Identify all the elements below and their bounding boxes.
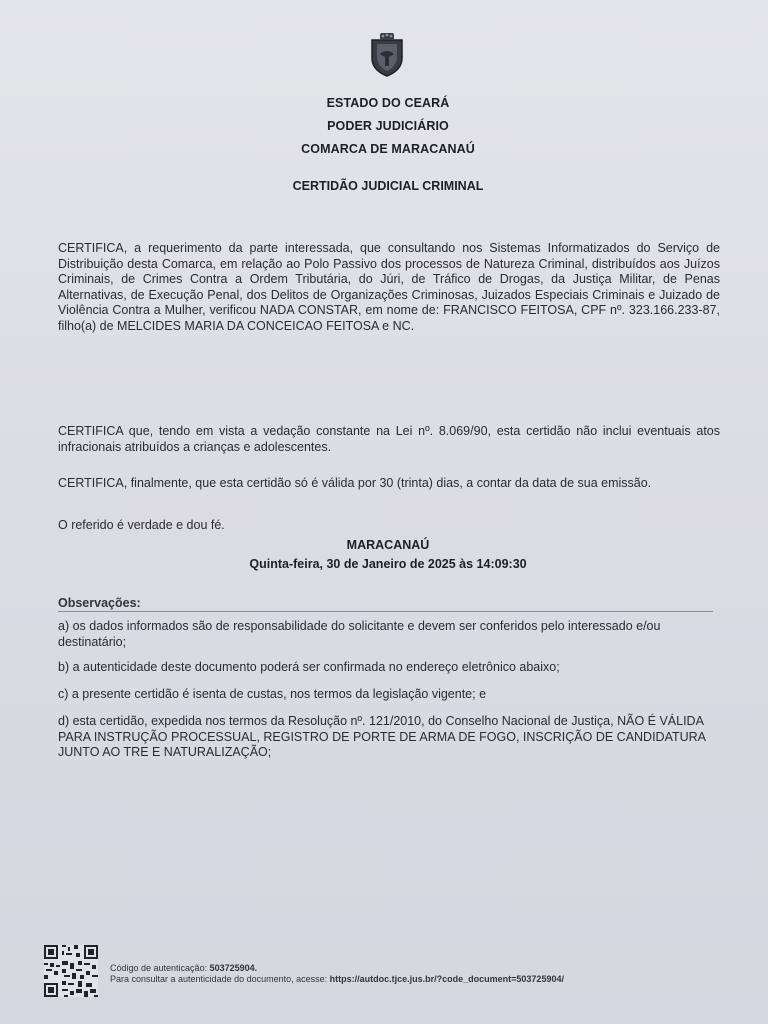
observation-item-d: d) esta certidão, expedida nos termos da Resolução nº. 121/2010, do Conselho Nacional de Justiça, NÃO É VÁLIDA PARA INSTRUÇÃO PROCESSUAL, REGISTRO DE PORTE DE ARMA DE FOGO, INSCRIÇÃO DE CANDIDATURA JUNTO AO TRE E NATURALIZAÇÃO; xyxy=(58,714,706,759)
document-header xyxy=(0,92,768,161)
observations-divider xyxy=(58,611,713,612)
authentication-code-line xyxy=(110,963,564,974)
certification-paragraph-3: CERTIFICA, finalmente, que esta certidão só é válida por 30 (trinta) dias, a contar da data de sua emissão. xyxy=(58,476,652,490)
observation-item-a: a) os dados informados são de responsabilidade do solicitante e devem ser conferidos pelo interessado e/ou destinatário; xyxy=(58,619,661,649)
issue-place: MARACANAÚ xyxy=(346,538,430,552)
coat-of-arms-icon xyxy=(368,30,406,78)
authentication-consult-line xyxy=(110,974,564,985)
attestation-line: O referido é verdade e dou fé. xyxy=(58,518,225,532)
observation-item-c: c) a presente certidão é isenta de custas, nos termos da legislação vigente; e xyxy=(58,687,487,701)
issue-date: Quinta-feira, 30 de Janeiro de 2025 às 14:09:30 xyxy=(249,557,527,571)
certification-paragraph-2: CERTIFICA que, tendo em vista a vedação constante na Lei nº. 8.069/90, esta certidão não inclui eventuais atos infracionais atribuídos a crianças e adolescentes. xyxy=(58,424,720,454)
observation-item-b: b) a autenticidade deste documento poderá ser confirmada no endereço eletrônico abaixo; xyxy=(58,660,560,674)
qr-code-icon xyxy=(44,945,98,997)
state-name: ESTADO DO CEARÁ xyxy=(326,96,450,110)
judiciary-name: PODER JUDICIÁRIO xyxy=(327,119,449,133)
authentication-footer xyxy=(110,963,564,985)
certification-paragraph-1: CERTIFICA, a requerimento da parte interessada, que consultando nos Sistemas Informatizados do Serviço de Distribuição desta Comarca, em relação ao Polo Passivo dos processos de Natureza Criminal, distribuídos aos Juízos Criminais, de Crimes Contra a Ordem Tributária, do Júri, de Tráfico de Drogas, da Justiça Militar, de Penas Alternativas, de Execução Penal, dos Delitos de Organizações Criminosas, Juizados Especiais Criminais e Juizado de Violência Contra a Mulher, verificou NADA CONSTAR, em nome de: FRANCISCO FEITOSA, CPF nº. 323.166.233-87, filho(a) de MELCIDES MARIA DA CONCEICAO FEITOSA e NC. xyxy=(58,241,720,333)
authentication-code-value: 503725904. xyxy=(209,963,258,973)
authentication-url-link[interactable]: https://autdoc.tjce.jus.br/?code_document=503725904/ xyxy=(329,974,564,984)
observations-title: Observações: xyxy=(58,596,141,610)
document-title: CERTIDÃO JUDICIAL CRIMINAL xyxy=(292,179,484,193)
authentication-code-label: Código de autenticação: xyxy=(110,963,210,973)
district-name: COMARCA DE MARACANAÚ xyxy=(301,142,475,156)
authentication-consult-label: Para consultar a autenticidade do documento, acesse: xyxy=(110,974,330,984)
